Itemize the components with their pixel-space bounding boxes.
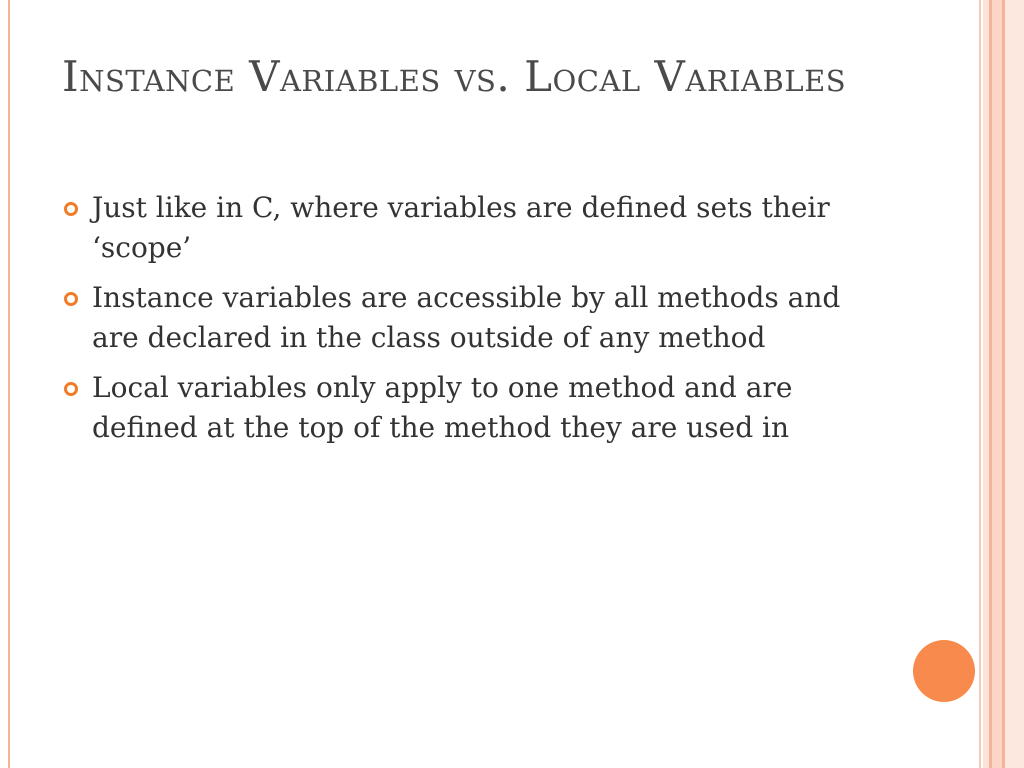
hollow-circle-bullet-icon [64, 202, 78, 216]
bullet-text: Just like in C, where variables are defined sets their ‘scope’ [92, 191, 830, 264]
right-border-stripe [992, 0, 1002, 768]
right-border-stripe [979, 0, 981, 768]
hollow-circle-bullet-icon [64, 292, 78, 306]
right-border-stripe [1005, 0, 1024, 768]
orange-circle-decoration-icon [913, 640, 975, 702]
slide-title: Instance Variables vs. Local Variables [62, 52, 847, 101]
bullet-list [62, 188, 892, 458]
bullet-item [62, 188, 892, 268]
hollow-circle-bullet-icon [64, 382, 78, 396]
left-border-line [8, 0, 10, 768]
bullet-item [62, 278, 892, 358]
bullet-text: Local variables only apply to one method and are defined at the top of the method they are used in [92, 371, 793, 444]
bullet-text: Instance variables are accessible by all methods and are declared in the class outside of any method [92, 281, 841, 354]
bullet-item [62, 368, 892, 448]
